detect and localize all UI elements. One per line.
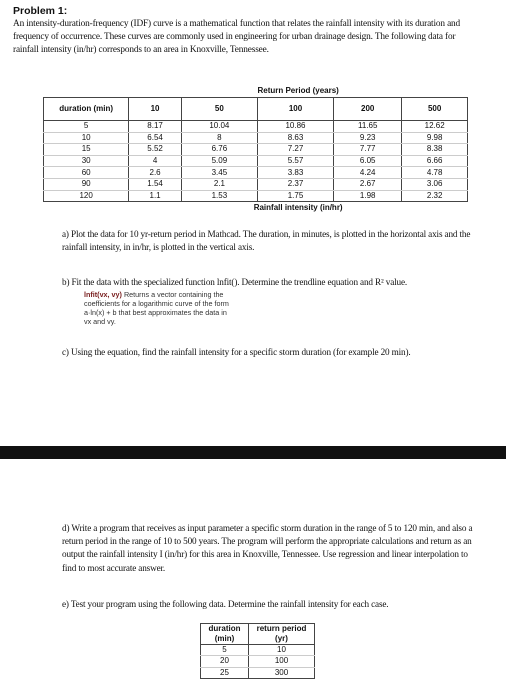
intensity-cell: 8 <box>181 132 257 144</box>
intensity-cell: 10.04 <box>181 121 257 133</box>
intensity-cell: 3.06 <box>402 178 468 190</box>
intensity-cell: 1.1 <box>129 190 182 202</box>
intensity-cell: 9.23 <box>334 132 402 144</box>
intensity-cell: 2.32 <box>402 190 468 202</box>
intensity-cell: 1.54 <box>129 178 182 190</box>
intensity-cell: 3.83 <box>257 167 333 179</box>
duration-cell: 120 <box>44 190 129 202</box>
intensity-cell: 6.76 <box>181 144 257 156</box>
intro-paragraph: An intensity-duration-frequency (IDF) curve is a mathematical function that relates the rainfall intensity with its duration and frequency of occurrence. These curves are commonly used in engineering for urban drainage design. The following data for rainfall intensity (in/hr) corresponds to an area in Knoxville, Tennessee. <box>13 19 461 56</box>
duration-cell: 90 <box>44 178 129 190</box>
table-footer: Rainfall intensity (in/hr) <box>253 203 343 213</box>
intensity-cell: 2.6 <box>129 167 182 179</box>
intensity-cell: 4 <box>129 155 182 167</box>
table-row <box>44 132 468 144</box>
intensity-cell: 8.63 <box>257 132 333 144</box>
intensity-cell: 1.98 <box>334 190 402 202</box>
intensity-cell: 6.66 <box>402 155 468 167</box>
item-a: a) Plot the data for 10 yr-return period in Mathcad. The duration, in minutes, is plotted in the horizontal axis and the rainfall intensity, in in/hr, is plotted in the vertical axis. <box>62 229 471 253</box>
return-period-col: 200 <box>334 98 402 121</box>
intensity-cell: 6.05 <box>334 155 402 167</box>
intensity-cell: 1.75 <box>257 190 333 202</box>
intensity-cell: 11.65 <box>334 121 402 133</box>
intensity-cell: 10.86 <box>257 121 333 133</box>
table-row <box>201 645 315 656</box>
test-duration-cell: 25 <box>201 667 249 678</box>
table-row <box>44 178 468 190</box>
test-return-cell: 100 <box>249 656 315 667</box>
item-d: d) Write a program that receives as input parameter a specific storm duration in the range of 5 to 120 min, and also a return period in the range of 10 to 500 years. The program will perform the appropriate calculations and return as an output the rainfall intensity I (in/hr) for this area in Knoxville, Tennessee. Use regression and linear interpolation to find to most accurate answer. <box>62 523 473 573</box>
intensity-cell: 5.57 <box>257 155 333 167</box>
lnfit-description: Returns a vector containing the coefficients for a logarithmic curve of the form a·ln(x) + b that best approximates the data in vx and vy. <box>84 290 229 326</box>
intensity-cell: 8.17 <box>129 121 182 133</box>
return-period-col: 10 <box>129 98 182 121</box>
problem-title: Problem 1: <box>13 5 68 17</box>
intensity-cell: 5.09 <box>181 155 257 167</box>
duration-cell: 15 <box>44 144 129 156</box>
intensity-cell: 3.45 <box>181 167 257 179</box>
intensity-cell: 5.52 <box>129 144 182 156</box>
duration-cell: 60 <box>44 167 129 179</box>
test-return-cell: 10 <box>249 645 315 656</box>
test-duration-header: duration (min) <box>201 624 249 645</box>
duration-cell: 5 <box>44 121 129 133</box>
table-row <box>44 167 468 179</box>
table-row <box>44 190 468 202</box>
intensity-cell: 2.67 <box>334 178 402 190</box>
item-b: b) Fit the data with the specialized function lnfit(). Determine the trendline equation and R² value. <box>62 277 408 287</box>
item-e: e) Test your program using the following data. Determine the rainfall intensity for each case. <box>62 599 389 609</box>
intensity-cell: 4.78 <box>402 167 468 179</box>
intensity-cell: 6.54 <box>129 132 182 144</box>
table-row <box>201 667 315 678</box>
duration-cell: 30 <box>44 155 129 167</box>
test-return-cell: 300 <box>249 667 315 678</box>
rainfall-table <box>43 85 468 214</box>
intensity-cell: 4.24 <box>334 167 402 179</box>
table-row <box>44 155 468 167</box>
separator-band <box>0 446 506 459</box>
return-period-col: 100 <box>257 98 333 121</box>
return-period-col: 50 <box>181 98 257 121</box>
table-row <box>44 144 468 156</box>
intensity-cell: 9.98 <box>402 132 468 144</box>
duration-header: duration (min) <box>44 98 129 121</box>
test-table <box>200 623 315 679</box>
table-row <box>201 656 315 667</box>
return-period-header: Return Period (years) <box>257 86 339 95</box>
intensity-cell: 8.38 <box>402 144 468 156</box>
item-c: c) Using the equation, find the rainfall intensity for a specific storm duration (for example 20 min). <box>62 347 411 357</box>
test-duration-cell: 20 <box>201 656 249 667</box>
lnfit-note <box>84 290 234 326</box>
intensity-cell: 2.37 <box>257 178 333 190</box>
intensity-cell: 12.62 <box>402 121 468 133</box>
intensity-cell: 2.1 <box>181 178 257 190</box>
test-return-period-header: return period (yr) <box>249 624 315 645</box>
intensity-cell: 7.27 <box>257 144 333 156</box>
table-row <box>44 121 468 133</box>
duration-cell: 10 <box>44 132 129 144</box>
test-duration-cell: 5 <box>201 645 249 656</box>
intensity-cell: 7.77 <box>334 144 402 156</box>
return-period-col: 500 <box>402 98 468 121</box>
lnfit-function: lnfit(vx, vy) <box>84 290 122 299</box>
intensity-cell: 1.53 <box>181 190 257 202</box>
